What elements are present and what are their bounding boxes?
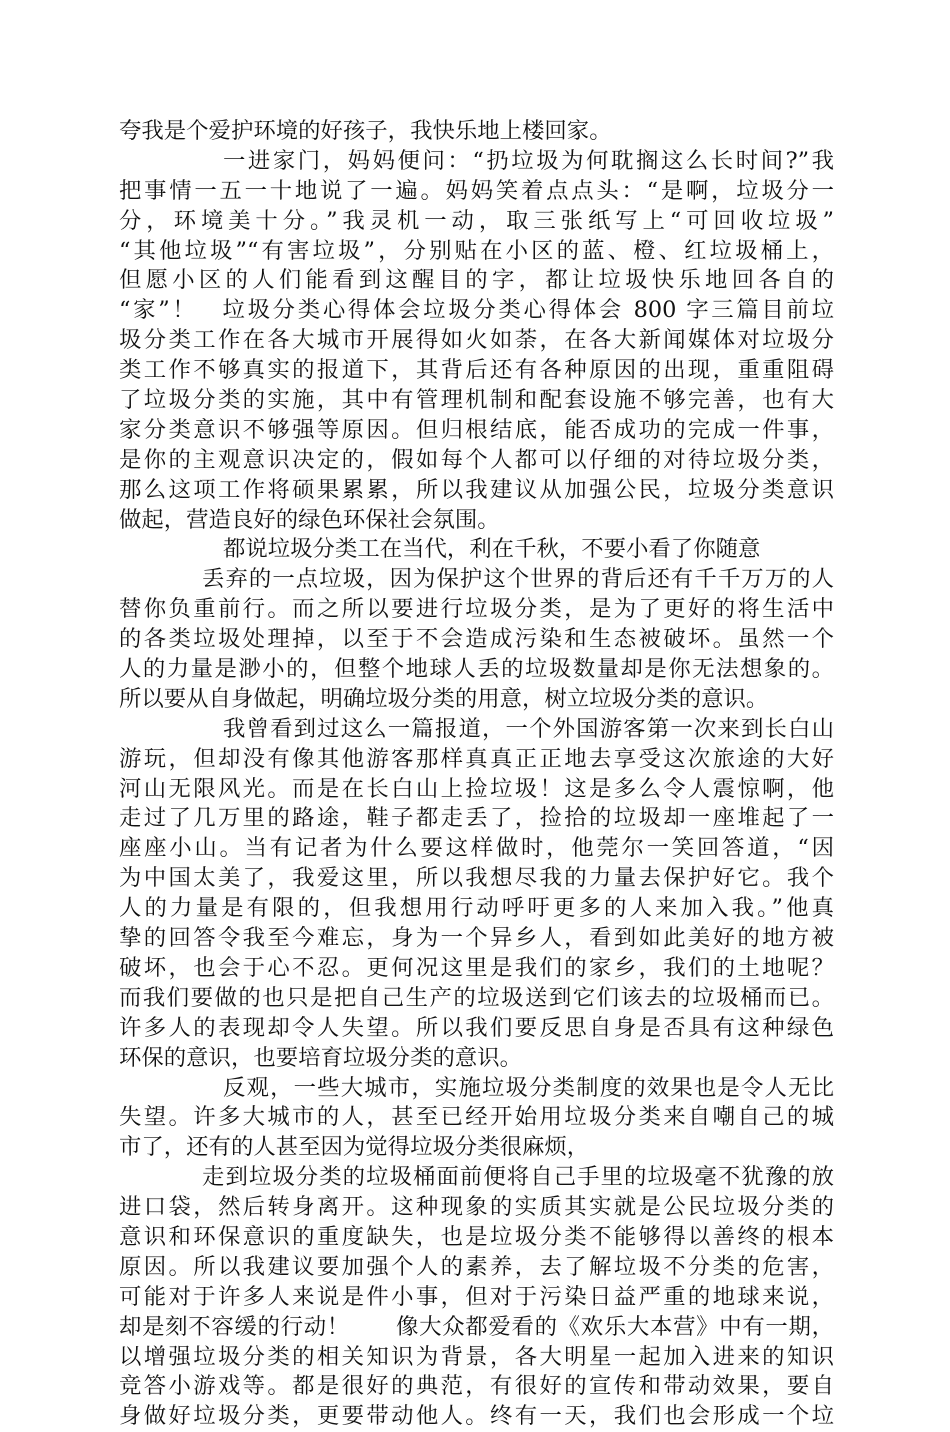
text-line: 是你的主观意识决定的，假如每个人都可以仔细的对待垃圾分类， <box>119 446 834 473</box>
text-line: 夸我是个爱护环境的好孩子，我快乐地上楼回家。 <box>119 118 612 144</box>
text-line: 把事情一五一十地说了一遍。妈妈笑着点点头：“是啊，垃圾分一 <box>119 177 834 204</box>
text-line: 环保的意识，也要培育垃圾分类的意识。 <box>119 1044 523 1071</box>
text-line: 人的力量是有限的，但我想用行动呼吁更多的人来加入我。”他真 <box>119 895 834 922</box>
text-line: 市了，还有的人甚至因为觉得垃圾分类很麻烦， <box>119 1134 590 1161</box>
text-line: 竞答小游戏等。都是很好的典范，有很好的宣传和带动效果，要自 <box>119 1373 834 1400</box>
text-line: 走到垃圾分类的垃圾桶面前便将自己手里的垃圾毫不犹豫的放 <box>202 1164 834 1191</box>
text-line: 替你负重前行。而之所以要进行垃圾分类，是为了更好的将生活中 <box>119 596 834 623</box>
text-line: 游玩，但却没有像其他游客那样真真正正地去享受这次旅途的大好 <box>119 745 834 772</box>
text-line: 那么这项工作将硕果累累，所以我建议从加强公民，垃圾分类意识 <box>119 476 834 503</box>
text-line: 家分类意识不够强等原因。但归根结底，能否成功的完成一件事， <box>119 416 834 443</box>
text-line: 分，环境美十分。”我灵机一动，取三张纸写上“可回收垃圾” <box>119 207 834 234</box>
text-line: 许多人的表现却令人失望。所以我们要反思自身是否具有这种绿色 <box>119 1014 834 1041</box>
text-line: 但愿小区的人们能看到这醒目的字，都让垃圾快乐地回各自的 <box>119 267 834 294</box>
text-line: 的各类垃圾处理掉，以至于不会造成污染和生态被破坏。虽然一个 <box>119 626 834 653</box>
text-line: 可能对于许多人来说是件小事，但对于污染日益严重的地球来说， <box>119 1283 834 1310</box>
text-line: 类工作不够真实的报道下，其背后还有各种原因的出现，重重阻碍 <box>119 357 834 384</box>
text-line: 做起，营造良好的绿色环保社会氛围。 <box>119 506 500 533</box>
document-body <box>119 117 834 1432</box>
text-line: 原因。所以我建议要加强个人的素养，去了解垃圾不分类的危害， <box>119 1253 834 1280</box>
text-line: 所以要从自身做起，明确垃圾分类的用意，树立垃圾分类的意识。 <box>119 685 769 712</box>
text-line: 破坏，也会于心不忍。更何况这里是我们的家乡，我们的土地呢？ <box>119 954 834 981</box>
text-line: 圾分类工作在各大城市开展得如火如荼，在各大新闻媒体对垃圾分 <box>119 327 834 354</box>
text-line: 反观，一些大城市，实施垃圾分类制度的效果也是令人无比 <box>223 1074 834 1101</box>
text-line: 河山无限风光。而是在长白山上捡垃圾！这是多么令人震惊啊，他 <box>119 775 834 802</box>
text-line: 却是刻不容缓的行动！ 像大众都爱看的《欢乐大本营》中有一期， <box>119 1313 834 1340</box>
text-line: 意识和环保意识的重度缺失，也是垃圾分类不能够得以善终的根本 <box>119 1223 834 1250</box>
text-line: 了垃圾分类的实施，其中有管理机制和配套设施不够完善，也有大 <box>119 387 834 414</box>
text-line: 丢弃的一点垃圾，因为保护这个世界的背后还有千千万万的人 <box>202 566 834 593</box>
text-line: “其他垃圾”“有害垃圾”，分别贴在小区的蓝、橙、红垃圾桶上， <box>119 237 834 264</box>
text-line: 座座小山。当有记者为什么要这样做时，他莞尔一笑回答道，“因 <box>119 835 834 862</box>
text-line: 人的力量是渺小的，但整个地球人丢的垃圾数量却是你无法想象的。 <box>119 656 834 683</box>
text-line: 挚的回答令我至今难忘，身为一个异乡人，看到如此美好的地方被 <box>119 925 834 952</box>
text-line: 而我们要做的也只是把自己生产的垃圾送到它们该去的垃圾桶而已。 <box>119 984 834 1011</box>
text-line: 走过了几万里的路途，鞋子都走丢了，捡拾的垃圾却一座堆起了一 <box>119 805 834 832</box>
text-line: 我曾看到过这么一篇报道，一个外国游客第一次来到长白山 <box>223 715 834 742</box>
text-line: 以增强垃圾分类的相关知识为背景，各大明星一起加入进来的知识 <box>119 1343 834 1370</box>
text-line: 身做好垃圾分类，更要带动他人。终有一天，我们也会形成一个垃 <box>119 1403 834 1430</box>
text-line: “家”！ 垃圾分类心得体会垃圾分类心得体会 800 字三篇目前垃 <box>119 297 834 324</box>
text-line: 为中国太美了，我爱这里，所以我想尽我的力量去保护好它。我个 <box>119 865 834 892</box>
text-line: 一进家门，妈妈便问：“扔垃圾为何耽搁这么长时间?”我 <box>223 147 834 174</box>
text-line: 进口袋，然后转身离开。这种现象的实质其实就是公民垃圾分类的 <box>119 1194 834 1221</box>
text-line: 都说垃圾分类工在当代，利在千秋，不要小看了你随意 <box>223 536 761 563</box>
text-line: 失望。许多大城市的人，甚至已经开始用垃圾分类来自嘲自己的城 <box>119 1104 834 1131</box>
